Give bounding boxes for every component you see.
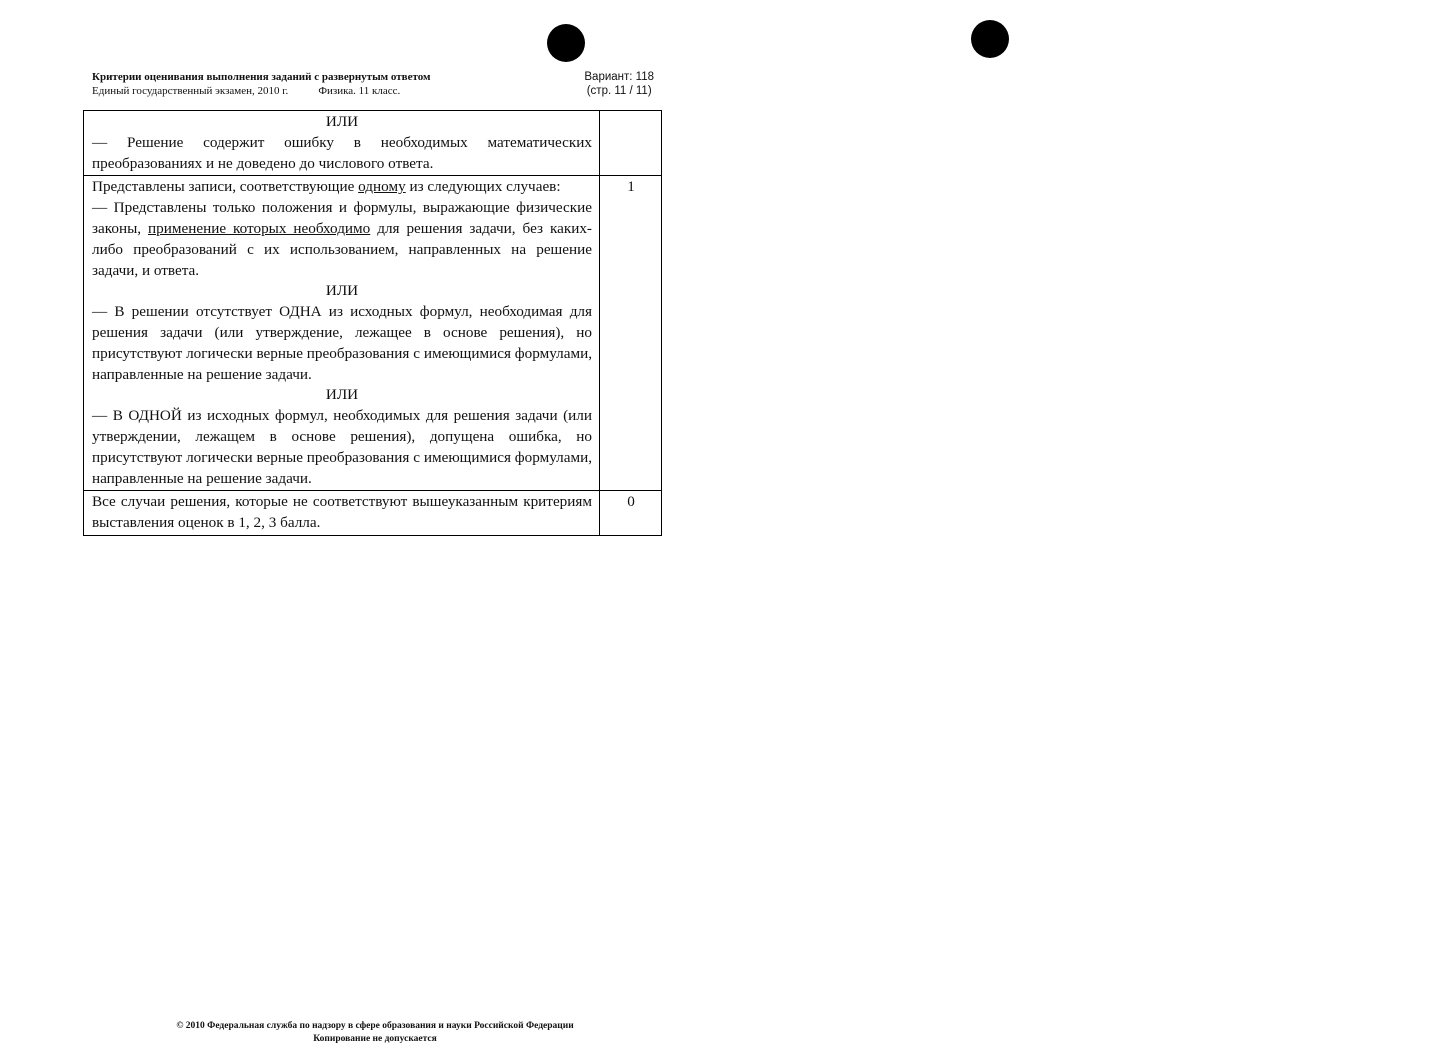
score-cell: 1 <box>600 176 662 491</box>
header-subject: Физика. 11 класс. <box>318 85 401 97</box>
copy-restriction-text: Копирование не допускается <box>313 1034 437 1044</box>
page-footer <box>140 1020 610 1046</box>
criteria-item-1-start: — Представлены только положения и формулы, выражающие физические законы, <box>92 199 592 237</box>
header-left <box>92 70 431 98</box>
criteria-intro-underlined: одному <box>358 178 406 196</box>
criteria-intro <box>92 177 592 198</box>
header-right <box>584 70 654 98</box>
criteria-item-3: — В ОДНОЙ из исходных формул, необходимых для решения задачи (или утверждении, лежащем в основе решения), допущена ошибка, но присутствуют логически верные преобразования с имеющимися формулами, направленные на решение задачи. <box>92 407 592 487</box>
criteria-table <box>83 110 662 536</box>
punch-hole-left <box>547 24 585 62</box>
header-variant: Вариант: 118 <box>584 71 654 83</box>
criteria-intro-start: Представлены записи, соответствующие <box>92 178 359 196</box>
criteria-text: Все случаи решения, которые не соответствуют вышеуказанным критериям выставления оценок в 1, 2, 3 балла. <box>92 493 592 532</box>
or-label: ИЛИ <box>325 113 359 130</box>
criteria-item-1-underlined: применение которых необходимо <box>148 219 371 237</box>
table-row <box>84 111 662 176</box>
criteria-description <box>84 176 600 491</box>
criteria-description <box>84 491 600 536</box>
header-title: Критерии оценивания выполнения заданий с развернутым ответом <box>92 71 431 83</box>
table-row <box>84 176 662 491</box>
or-label: ИЛИ <box>325 282 359 300</box>
table-row <box>84 491 662 536</box>
copyright-text: © 2010 Федеральная служба по надзору в сфере образования и науки Российской Федерации <box>176 1021 574 1031</box>
criteria-item-1-end: для решения задачи, без каких-либо преобразований с их использованием, направленных на решение задачи, и ответа. <box>92 219 592 279</box>
or-label: ИЛИ <box>325 386 359 404</box>
criteria-text: — Решение содержит ошибку в необходимых математических преобразованиях и не доведено до числового ответа. <box>92 133 592 172</box>
punch-hole-right <box>971 20 1009 58</box>
criteria-item-2: — В решении отсутствует ОДНА из исходных формул, необходимая для решения задачи (или утверждение, лежащее в основе решения), но присутствуют логически верные преобразования с имеющимися формулами, направленные на решение задачи. <box>92 303 592 383</box>
score-cell: 0 <box>600 491 662 536</box>
score-cell <box>600 111 662 176</box>
header-subtitle <box>92 84 431 98</box>
criteria-description <box>84 111 600 176</box>
header-page-number: (стр. 11 / 11) <box>586 85 652 97</box>
header-exam: Единый государственный экзамен, 2010 г. <box>92 85 289 97</box>
criteria-intro-end: из следующих случаев: <box>405 178 561 196</box>
criteria-item-1 <box>92 198 592 281</box>
